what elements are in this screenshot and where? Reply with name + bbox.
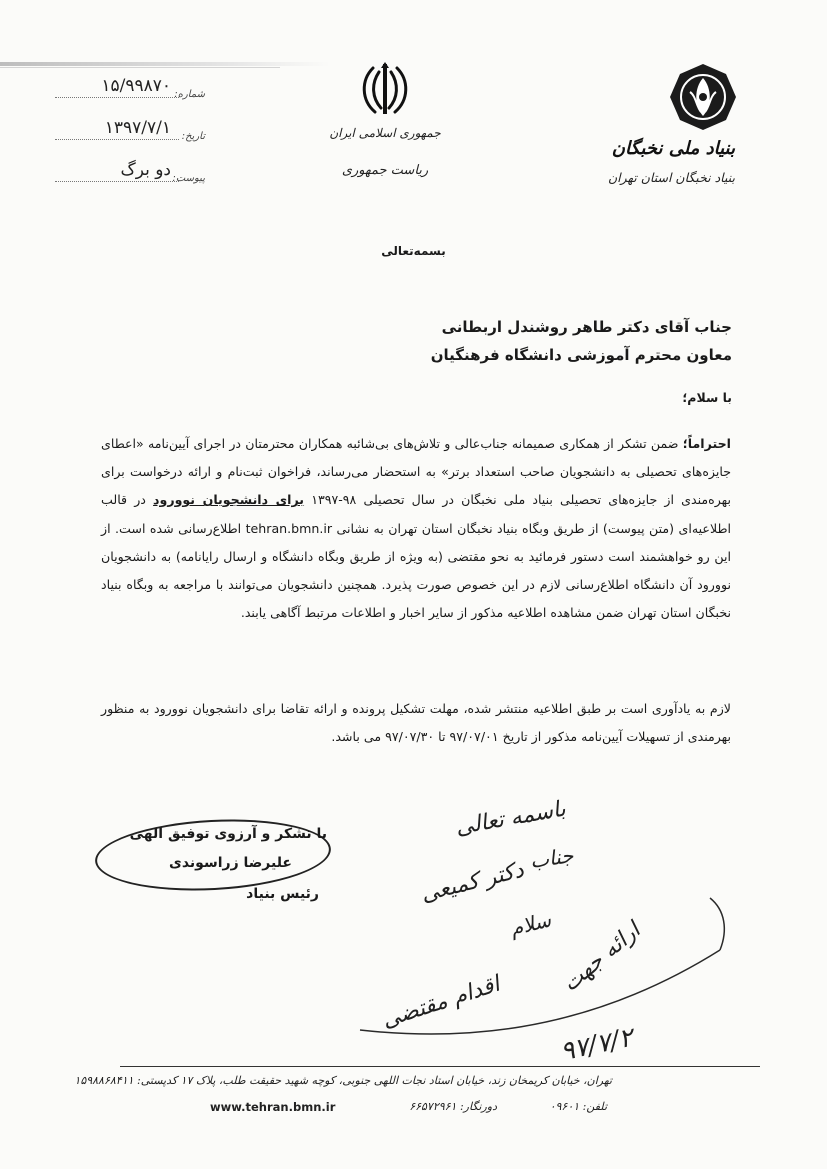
bismillah: بسمه‌تعالی (381, 244, 446, 258)
body-p2-text-a: لازم به یادآوری است بر طبق اطلاعیه منتشر شده، مهلت تشکیل پرونده و ارائه تقاضا برای دانشجویان نوورود به منظور بهرمندی از تسهیلات آیین‌نامه مذکور از (101, 701, 731, 744)
handwritten-note-line-3: دکتر کمیعی (418, 857, 527, 908)
foundation-name: بنیاد ملی نخبگان (611, 138, 735, 159)
body-text-a: ضمن تشکر از همکاری صمیمانه جناب‌عالی و تلاش‌های بی‌شائبه همکاران محترمتان در اجرای آیین‌نامه «اعطای جایزه‌های تحصیلی به دانشجویان صاحب استعداد برتر» به استحضار می‌رساند، فراخوان ثبت‌نام و ارائه درخواست برای بهره‌مندی از جایزه‌های تحصیلی بنیاد ملی نخبگان در سال تحصیلی ۹۸-۱۳۹۷ (101, 436, 731, 508)
letter-body-paragraph-1 (101, 430, 731, 627)
signer-title: رئیس بنیاد (246, 886, 319, 902)
handwritten-note-line-6: اقدام مقتضی (379, 971, 503, 1034)
letter-number-field (55, 70, 205, 104)
addressee-title: معاون محترم آموزشی دانشگاه فرهنگیان (430, 346, 732, 364)
handwritten-note-date: ۹۷/۷/۲ (557, 1022, 636, 1068)
date-label: تاریخ: (181, 131, 205, 142)
body-text-b: در قالب اطلاعیه‌ای (متن پیوست) از طریق وبگاه بنیاد نخبگان استان تهران به نشانی (101, 492, 731, 536)
handwritten-note-line-4: سلام (507, 907, 554, 941)
footer-address: تهران، خیابان کریمخان زند، خیابان استاد نجات اللهی جنوبی، کوچه شهید حقیقت طلب، پلاک ۱۷ کدپستی: ۱۵۹۸۸۶۸۴۱۱ (74, 1074, 612, 1087)
footer-fax: دورنگار: ۶۶۵۷۲۹۶۱ (409, 1100, 497, 1113)
number-label: شماره: (174, 89, 205, 100)
emblem-caption-country: جمهوری اسلامی ایران (329, 126, 441, 140)
body-text-c: اطلاع‌رسانی شده است. از این رو خواهشمند است دستور فرمائید به نحو مقتضی (به ویژه از طریق وبگاه دانشگاه و ارسال رایانامه) به دانشجویان نوورود آن دانشگاه اطلاع‌رسانی لازم در این خصوص صورت پذیرد. همچنین دانشجویان می‌توانند با مراجعه به وبگاه بنیاد نخبگان استان تهران ضمن مشاهده اطلاعیه مذکور از سایر اخبار و اطلاعات مرتبط آگاهی یابند. (101, 520, 731, 621)
deadline-dates: تاریخ ۹۷/۰۷/۰۱ تا ۹۷/۰۷/۳۰ (385, 729, 528, 744)
date-value: ۱۳۹۷/۷/۱ (104, 118, 171, 138)
attachment-value: دو برگ (120, 160, 171, 180)
footer-website[interactable]: www.tehran.bmn.ir (210, 1100, 336, 1114)
body-p2-text-b: می باشد. (331, 729, 386, 744)
scan-artifact (0, 62, 330, 66)
footer-phone: تلفن: ۰۹۶۰۱ (549, 1100, 607, 1113)
addressee-name: جناب آقای دکتر طاهر روشندل اربطانی (441, 318, 732, 336)
attachment-label: پیوست: (172, 173, 205, 184)
signature-closing: با تشکر و آرزوی توفیق الهی (129, 826, 327, 842)
scan-artifact-line (0, 67, 280, 68)
handwritten-note-line-2: جناب (528, 843, 575, 873)
letter-body-paragraph-2 (101, 695, 731, 751)
foundation-subtitle: بنیاد نخبگان استان تهران (607, 170, 735, 185)
greeting: با سلام؛ (682, 390, 732, 405)
website-link-inline: tehran.bmn.ir (245, 520, 333, 536)
body-emphasis-new-students: برای دانشجویان نوورود (153, 492, 305, 508)
body-lead: احتراماً؛ (682, 436, 731, 451)
emblem-caption-presidency: ریاست جمهوری (341, 163, 429, 178)
letter-date-field (55, 112, 205, 146)
foundation-logo-icon (668, 62, 738, 132)
handwritten-note-line-1: باسمه تعالی (453, 796, 568, 841)
signer-name: علیرضا زراسوندی (169, 855, 292, 871)
attachment-field (55, 154, 205, 188)
number-value: ۱۵/۹۹۸۷۰ (101, 76, 171, 96)
footer-divider (120, 1066, 760, 1067)
iran-emblem-icon (355, 60, 415, 120)
handwritten-note-line-5: ارائه جهت (557, 917, 646, 998)
handwritten-strokes (330, 890, 740, 1050)
